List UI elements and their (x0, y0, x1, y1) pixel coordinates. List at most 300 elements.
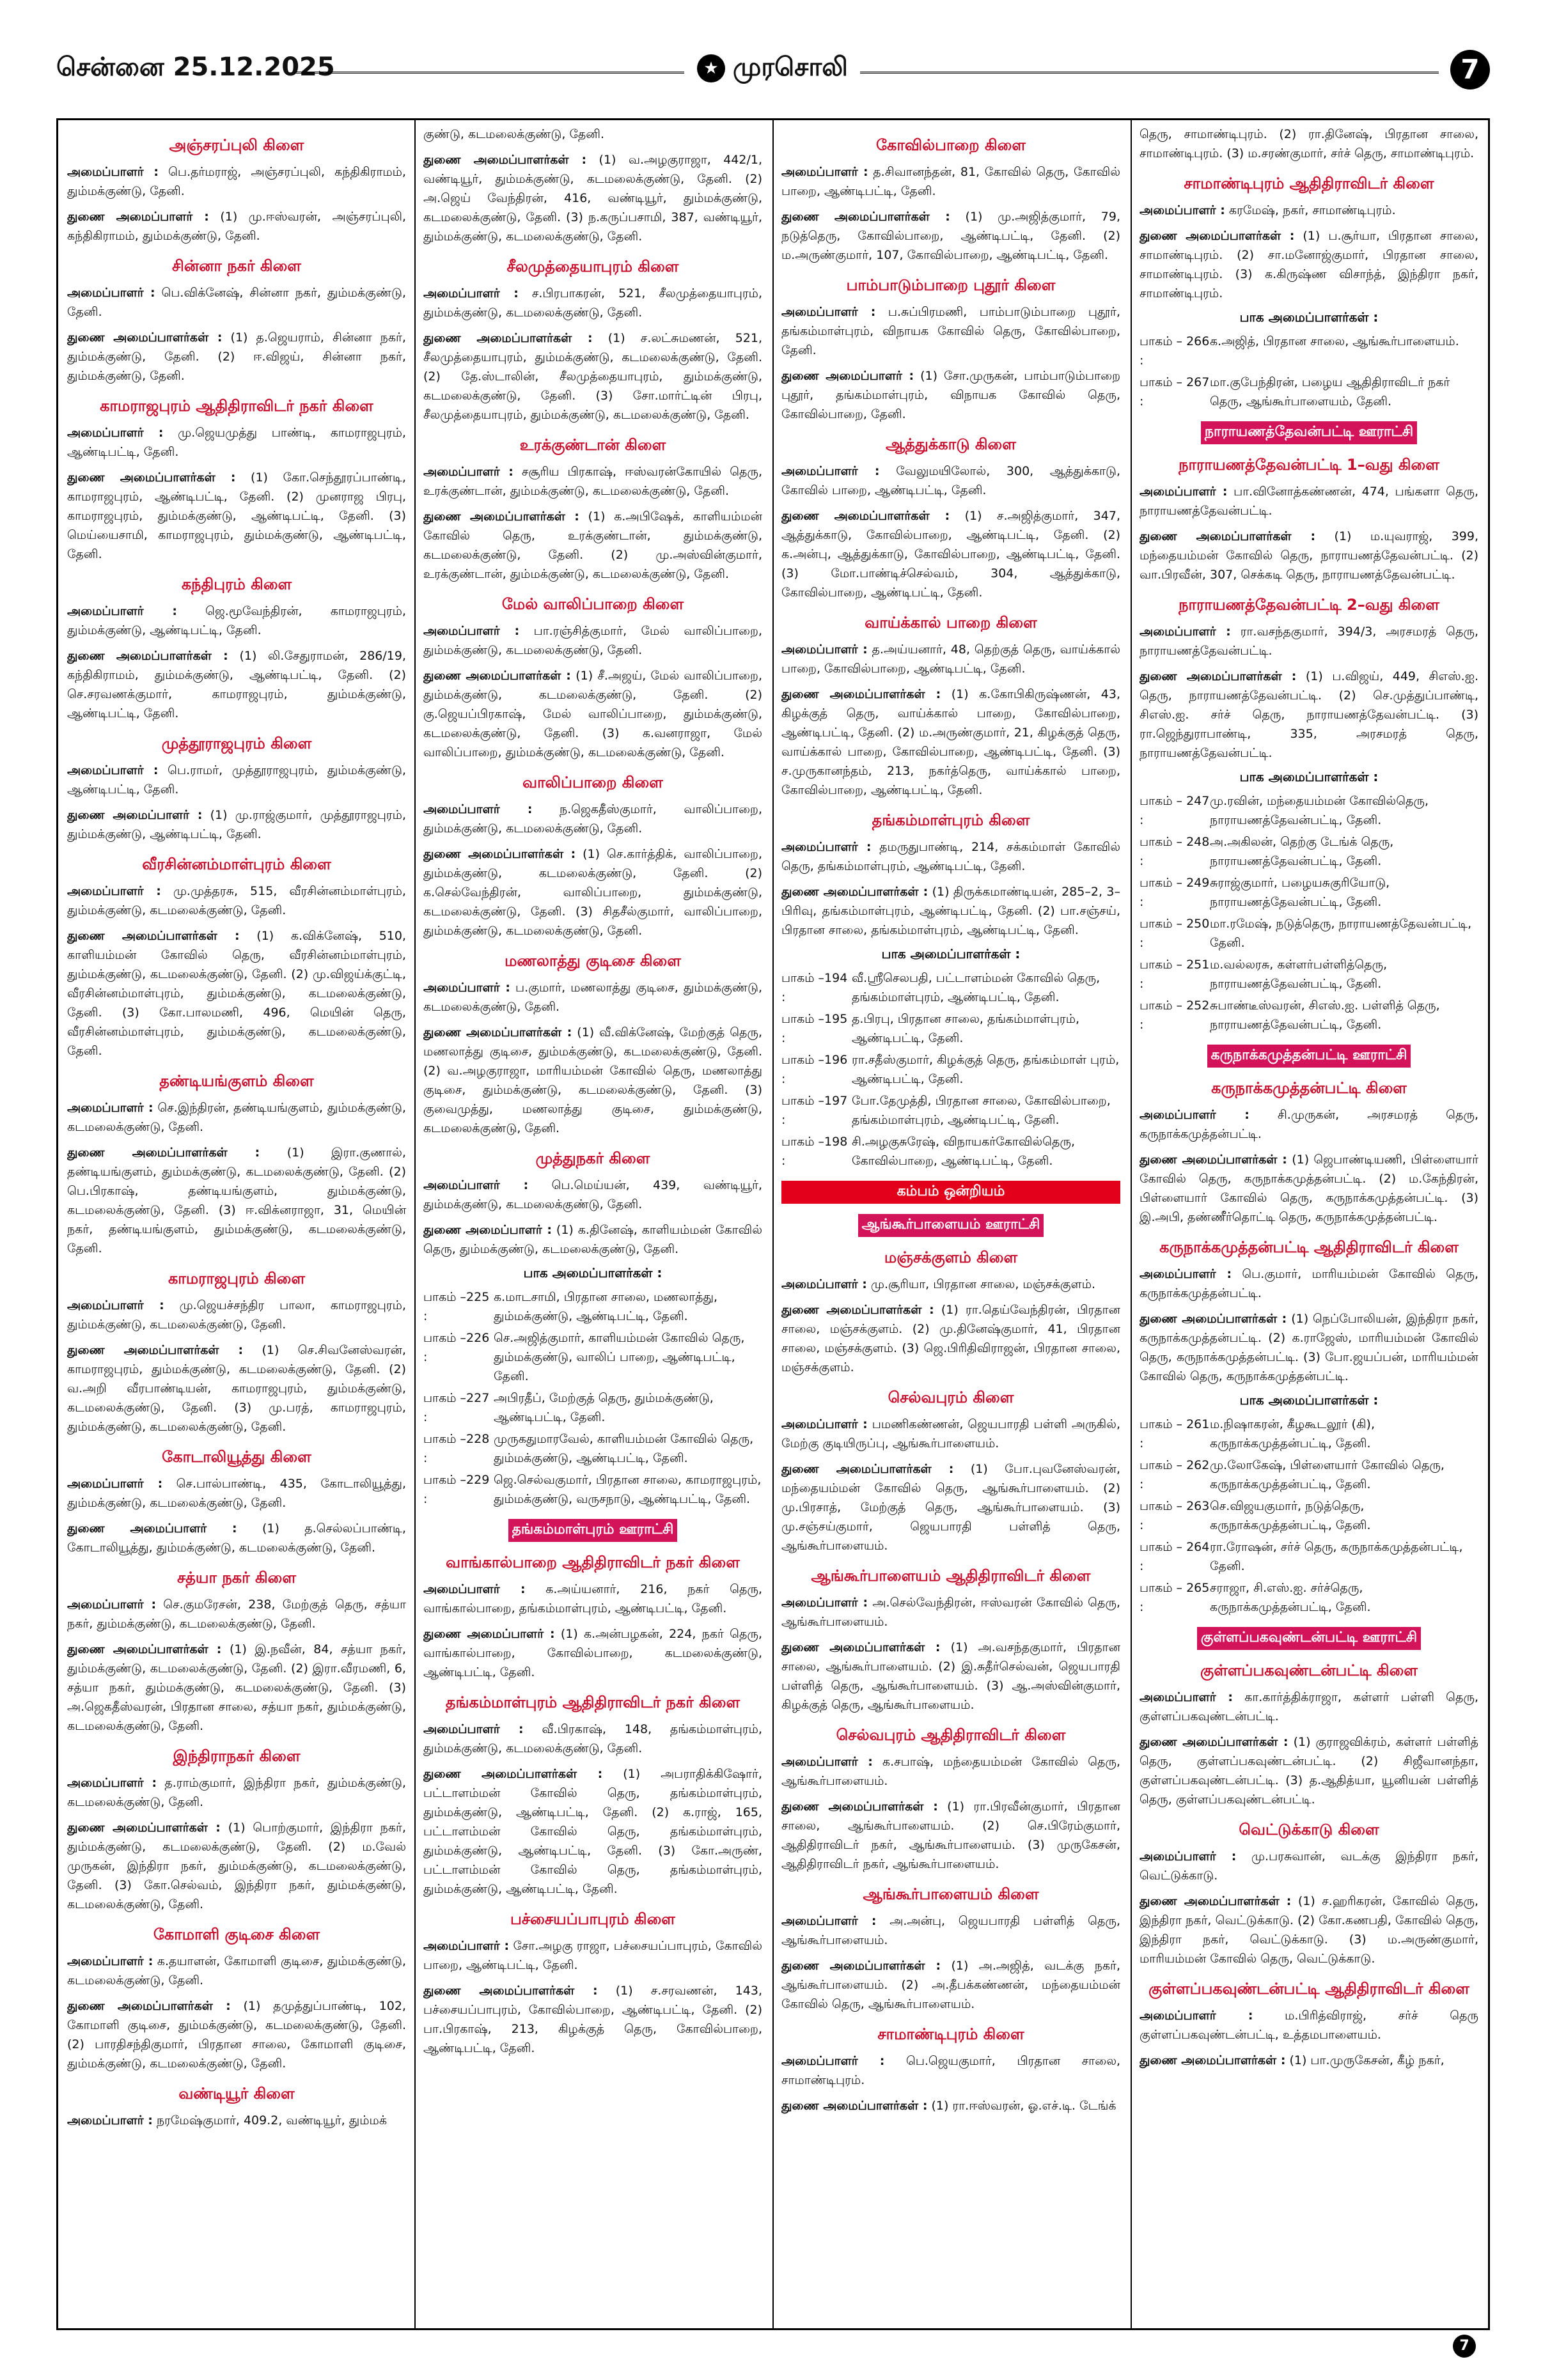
role-label: அமைப்பாளர் : (67, 604, 177, 618)
booth-organizer: செ.அஜித்குமார், காளியம்மன் கோவில் தெரு, தும்மக்குண்டு, வாலிப் பாறை, ஆண்டிபட்டி, தேனி. (494, 1331, 745, 1383)
member-entry (1140, 226, 1478, 303)
branch-heading: சாமாண்டிபுரம் ஆதிதிராவிடர் கிளை (1184, 175, 1434, 192)
role-label: துணை அமைப்பாளர் : (423, 1627, 555, 1641)
branch-heading: சாமாண்டிபுரம் கிளை (877, 2025, 1024, 2043)
member-details: (1) அபராதிக்கிஷோர், பட்டாளம்மன் கோவில் தெரு, தங்கம்மாள்புரம், தும்மக்குண்டு, ஆண்டிபட்டி, தேனி. (2) க.ராஜ், 165, பட்டாளம்மன் கோவில் தெரு, தங்கம்மாள்புரம், தும்மக்குண்டு, ஆண்டிபட்டி, தேனி. (3) கோ.அருண், பட்டாளம்மன் கோவில் தெரு, தங்கம்மாள்புரம், தும்மக்குண்டு, ஆண்டிபட்டி, தேனி. (423, 1767, 762, 1896)
booth-list (423, 1287, 762, 1509)
member-entry (423, 1936, 762, 1975)
member-details: மு.சூரியா, பிரதான சாலை, மஞ்சக்குளம். (870, 1277, 1096, 1291)
booth-row (1140, 332, 1478, 370)
branch-heading: கருநாக்கமுத்தன்பட்டி கிளை (1211, 1079, 1407, 1097)
role-label: அமைப்பாளர் : (423, 802, 533, 816)
branch-heading: குள்ளப்பகவுண்டன்பட்டி கிளை (1200, 1661, 1418, 1679)
booth-number: பாகம் –195 : (781, 1012, 848, 1045)
member-details: (1) க.அபிஷேக், காளியம்மன் கோவில் தெரு, உரக்குண்டான், தும்மக்குண்டு, கடமலைக்குண்டு, தேனி. (2) மு.அஸ்வின்குமார், உரக்குண்டான், தும்மக்குண்டு, கடமலைக்குண்டு, தேனி. (423, 509, 762, 581)
branch-heading: கோடாலியூத்து கிளை (162, 1448, 311, 1466)
role-label: அமைப்பாளர் : (67, 763, 159, 777)
member-entry (67, 2111, 406, 2130)
booth-number: பாகம் –229 : (423, 1473, 490, 1506)
member-details: பெ.குமார், மாரியம்மன் கோவில் தெரு, கருநாக்கமுத்தன்பட்டி. (1140, 1267, 1478, 1300)
member-details: (1) ரா.தெய்வேந்திரன், பிரதான சாலை, மஞ்சக்குளம். (2) மு.தினேஷ்குமார், 41, பிரதான சாலை, மஞ்சக்குளம். (3) ஜெ.பிரிதிவிராஜன், பிரதான சாலை, மஞ்சக்குளம். (781, 1303, 1120, 1374)
booth-organizer: அபிரதீப், மேற்குத் தெரு, தும்மக்குண்டு, ஆண்டிபட்டி, தேனி. (494, 1391, 714, 1424)
role-label: துணை அமைப்பாளர்கள் : (781, 885, 928, 899)
booth-row (781, 1132, 1120, 1171)
booth-organizer: க.மாடசாமி, பிரதான சாலை, மணலாத்து, தும்மக்குண்டு, ஆண்டிபட்டி, தேனி. (494, 1290, 718, 1323)
booth-organizer: மா.குபேந்திரன், பழைய ஆதிதிராவிடர் நகர் தெரு, ஆங்கூர்பாளையம், தேனி. (1210, 375, 1450, 408)
role-label: அமைப்பாளர் : (423, 465, 513, 479)
role-label: அமைப்பாளர் : (781, 464, 880, 478)
paper-logo (697, 52, 848, 85)
member-entry (67, 882, 406, 920)
booth-list (1140, 332, 1478, 411)
member-entry (67, 805, 406, 844)
role-label: அமைப்பாளர் : (423, 624, 520, 638)
booth-row (1140, 1497, 1478, 1535)
branch-heading: தங்கம்மாள்புரம் ஆதிதிராவிடர் நகர் கிளை (445, 1693, 740, 1711)
role-label: துணை அமைப்பாளர்கள் : (67, 929, 240, 943)
member-entry (1140, 2006, 1478, 2044)
role-label: துணை அமைப்பாளர்கள் : (781, 1959, 941, 1973)
branch-heading: பச்சையப்பாபுரம் கிளை (510, 1910, 675, 1928)
role-label: துணை அமைப்பாளர்கள் : (781, 1800, 938, 1814)
member-details: (1) லி.சேதுராமன், 286/19, கந்திகிராமம், தும்மக்குண்டு, ஆண்டிபட்டி, தேனி. (2) செ.சரவணக்குமார், காமராஜபுரம், தும்மக்குண்டு, ஆண்டிபட்டி, தேனி. (67, 649, 406, 720)
member-entry (423, 1220, 762, 1259)
role-label: அமைப்பாளர் : (423, 1178, 529, 1192)
member-entry (423, 666, 762, 762)
booth-row (1140, 832, 1478, 871)
member-entry (67, 1818, 406, 1914)
branch-heading: சின்னா நகர் கிளை (172, 257, 301, 275)
column-2 (423, 125, 762, 2324)
panchayat-band: கருநாக்கமுத்தன்பட்டி ஊராட்சி (1207, 1045, 1411, 1068)
member-details: (1) வீ.விக்னேஷ், மேற்குத் தெரு, மணலாத்து குடிசை, தும்மக்குண்டு, கடமலைக்குண்டு, தேனி. (2) வ.அழகுராஜா, மாரியம்மன் கோவில் தெரு, மணலாத்து குடிசை, தும்மக்குண்டு, கடமலைக்குண்டு, தேனி. (3) குவைமுத்து, மணலாத்து குடிசை, தும்மக்குண்டு, கடமலைக்குண்டு, தேனி. (423, 1025, 762, 1135)
paper-name: முரசொலி (733, 52, 848, 82)
role-label: அமைப்பாளர் : (67, 286, 155, 300)
role-label: அமைப்பாளர் : (781, 1596, 868, 1610)
member-entry (423, 462, 762, 501)
booth-number: பாகம் – 265 : (1140, 1581, 1210, 1614)
role-label: அமைப்பாளர் : (781, 1417, 868, 1431)
booth-row (781, 1091, 1120, 1130)
booth-organizer: ம.வல்லரசு, கள்ளர்பள்ளித்தெரு, நாராயணத்தேவன்பட்டி, தேனி. (1210, 958, 1388, 991)
member-details: த.ராம்குமார், இந்திரா நகர், தும்மக்குண்டு, கடமலைக்குண்டு, தேனி. (67, 1776, 406, 1809)
booth-row (423, 1470, 762, 1509)
role-label: துணை அமைப்பாளர் : (781, 369, 914, 383)
booth-row (1140, 1578, 1478, 1617)
member-details: சோ.அழகு ராஜா, பச்சையப்பாபுரம், கோவில் பாறை, ஆண்டிபட்டி, தேனி. (423, 1939, 762, 1972)
member-details: (1) ஜெபாண்டியணி, பிள்ளையார் கோவில் தெரு, கருநாக்கமுத்தன்பட்டி. (2) ம.கேந்திரன், பிள்ளையார் கோவில் தெரு, கருநாக்கமுத்தன்பட்டி. (3) இ.அபி, தண்ணீர்தொட்டி தெரு, கருநாக்கமுத்தன்பட்டி. (1140, 1153, 1478, 1224)
role-label: அமைப்பாளர் : (781, 305, 876, 319)
booth-organizer: ரா.சதீஸ்குமார், கிழக்குத் தெரு, தங்கம்மாள் புரம், ஆண்டிபட்டி, தேனி. (852, 1053, 1120, 1086)
member-details: பெ.விக்னேஷ், சின்னா நகர், தும்மக்குண்டு, தேனி. (67, 286, 406, 319)
booth-row (1140, 373, 1478, 411)
branch-heading: ஆங்கூர்பாளையம் கிளை (863, 1885, 1039, 1903)
role-label: துணை அமைப்பாளர்கள் : (781, 1462, 954, 1476)
member-details: வீ.பிரகாஷ், 148, தங்கம்மாள்புரம், தும்மக்குண்டு, கடமலைக்குண்டு, தேனி. (423, 1722, 762, 1755)
branch-heading: கோமாளி குடிசை கிளை (153, 1925, 320, 1943)
member-entry (1140, 125, 1478, 163)
role-label: அமைப்பாளர் : (423, 981, 510, 995)
member-details: (1) ச.ஹரிகரன், கோவில் தெரு, இந்திரா நகர், வெட்டுக்காடு. (2) கோ.கணபதி, கோவில் தெரு, இந்திரா நகர், வெட்டுக்காடு. (3) ம.அருண்குமார், மாரியம்மன் கோவில் தெரு, வெட்டுக்காடு. (1140, 1894, 1478, 1966)
branch-heading: நாராயணத்தேவன்பட்டி 2–வது கிளை (1179, 596, 1439, 614)
member-entry (1140, 667, 1478, 763)
member-entry (67, 162, 406, 201)
booth-number: பாகம் – 263 : (1140, 1499, 1210, 1532)
member-details: ரா.வசந்தகுமார், 394/3, அரசமரத் தெரு, நாராயணத்தேவன்பட்டி. (1140, 625, 1478, 658)
branch-heading: செல்வபுரம் ஆதிதிராவிடர் கிளை (836, 1726, 1066, 1744)
role-label: அமைப்பாளர் : (423, 1939, 510, 1953)
member-entry (423, 125, 762, 144)
member-details: சி.முருகன், அரசமரத் தெரு, கருநாக்கமுத்தன்பட்டி. (1140, 1108, 1478, 1141)
booth-row (1140, 1537, 1478, 1576)
column-4 (1140, 125, 1478, 2324)
role-label: துணை அமைப்பாளர்கள் : (781, 1640, 941, 1654)
member-details: நரமேஷ்குமார், 409.2, வண்டியூர், தும்மக் (156, 2113, 387, 2127)
branch-heading: உரக்குண்டான் கிளை (519, 436, 666, 454)
branch-heading: வெட்டுக்காடு கிளை (1239, 1821, 1379, 1839)
member-entry (423, 284, 762, 322)
member-details: (1) க.அன்பழகன், 224, நகர் தெரு, வாங்கால்பாறை, கோவில்பாறை, கடமலைக்குண்டு, ஆண்டிபட்டி, தேனி. (423, 1627, 762, 1679)
role-label: துணை அமைப்பாளர்கள் : (67, 1343, 244, 1357)
member-entry (423, 329, 762, 424)
member-details: அ.அன்பு, ஜெயபாரதி பள்ளித் தெரு, ஆங்கூர்பாளையம். (781, 1914, 1120, 1947)
role-label: அமைப்பாளர் : (1140, 1849, 1237, 1863)
booth-list (1140, 1415, 1478, 1617)
member-entry (781, 366, 1120, 424)
member-details: (1) நெப்போலியன், இந்திரா நகர், கருநாக்கமுத்தன்பட்டி. (2) க.ராஜேஸ், மாரியம்மன் கோவில் தெரு, கருநாக்கமுத்தன்பட்டி. (3) போ.ஜயப்பன், மாரியம்மன் கோவில் தெரு, கருநாக்கமுத்தன்பட்டி. (1140, 1312, 1478, 1383)
member-entry (781, 2051, 1120, 2090)
member-details: கரமேஷ், நகர், சாமாண்டிபுரம். (1228, 203, 1396, 217)
member-details: த.சிவானந்தன், 81, கோவில் தெரு, கோவில் பாறை, ஆண்டிபட்டி, தேனி. (781, 165, 1120, 198)
section-subheading: பாக அமைப்பாளர்கள் : (1239, 769, 1379, 784)
role-label: துணை அமைப்பாளர்கள் : (67, 1999, 231, 2013)
booth-number: பாகம் – 248 : (1140, 835, 1210, 868)
member-entry (1140, 1892, 1478, 1968)
member-details: (1) பொற்குமார், இந்திரா நகர், தும்மக்குண்டு, கடமலைக்குண்டு, தேனி. (2) ம.வேல் முருகன், இந்திரா நகர், தும்மக்குண்டு, கடமலைக்குண்டு, தேனி. (3) கோ.செல்வம், இந்திரா நகர், தும்மக்குண்டு, கடமலைக்குண்டு, தேனி. (67, 1821, 406, 1911)
role-label: அமைப்பாளர் : (67, 426, 164, 440)
booth-number: பாகம் – 251 : (1140, 958, 1210, 991)
booth-organizer: சராஜா, சி.எஸ்.ஐ. சர்ச்தெரு, கருநாக்கமுத்தன்பட்டி, தேனி. (1210, 1581, 1371, 1614)
branch-heading: இந்திராநகர் கிளை (173, 1747, 301, 1765)
member-details: (1) த.ஜெயராம், சின்னா நகர், தும்மக்குண்டு, தேனி. (2) ஈ.விஜய், சின்னா நகர், தும்மக்குண்டு, தேனி. (67, 331, 406, 383)
booth-row (423, 1328, 762, 1386)
booth-number: பாகம் – 247 : (1140, 794, 1210, 827)
booth-organizer: ஜெ.செல்வகுமார், பிரதான சாலை, காமராஜபுரம், தும்மக்குண்டு, வருசநாடு, ஆண்டிபட்டி, தேனி. (494, 1473, 762, 1506)
section-subheading: பாக அமைப்பாளர்கள் : (1239, 309, 1379, 325)
branch-heading: வாலிப்பாறை கிளை (522, 774, 663, 791)
member-entry (67, 1640, 406, 1736)
member-details: (1) ரா.பிரவீன்குமார், பிரதான சாலை, ஆங்கூர்பாளையம். (2) செ.பிரேம்குமார், ஆதிதிராவிடர் நகர், ஆங்கூர்பாளையம். (3) முருகேசன், ஆதிதிராவிடர் நகர், ஆங்கூர்பாளையம். (781, 1800, 1120, 1871)
section-subheading: பாக அமைப்பாளர்கள் : (523, 1265, 662, 1280)
booth-row (423, 1388, 762, 1427)
branch-heading: வாய்க்கால் பாறை கிளை (865, 614, 1037, 632)
member-details: ஜெ.மூவேந்திரன், காமராஜபுரம், தும்மக்குண்டு, ஆண்டிபட்டி, தேனி. (67, 604, 406, 637)
role-label: துணை அமைப்பாளர் : (67, 808, 203, 822)
booth-organizer: த.பிரபு, பிரதான சாலை, தங்கம்மாள்புரம், ஆண்டிபட்டி, தேனி. (852, 1012, 1080, 1045)
member-details: (1) த.செல்லப்பாண்டி, கோடாலியூத்து, தும்மக்குண்டு, கடமலைக்குண்டு, தேனி. (67, 1521, 406, 1555)
member-details: க.சபாஷ், மந்தையம்மன் கோவில் தெரு, ஆங்கூர்பாளையம். (781, 1755, 1120, 1788)
member-details: சசூரிய பிரகாஷ், ஈஸ்வரன்கோயில் தெரு, உரக்குண்டான், தும்மக்குண்டு, கடமலைக்குண்டு, தேனி. (423, 465, 762, 498)
member-details: (1) ரா.ஈஸ்வரன், ஓ.எச்.டி. டேங்க் (931, 2099, 1116, 2113)
member-entry (781, 882, 1120, 940)
member-details: (1) ப.சூர்யா, பிரதான சாலை, சாமாண்டிபுரம். (2) சா.மனோஜ்குமார், பிரதான சாலை, சாமாண்டிபுரம். (3) க.கிருஷ்ண விசாந்த், இந்திரா நகர், சாமாண்டிபுரம். (1140, 229, 1478, 300)
member-entry (67, 1474, 406, 1513)
member-entry (1140, 527, 1478, 584)
member-details: செ.பால்பாண்டி, 435, கோடாலியூத்து, தும்மக்குண்டு, கடமலைக்குண்டு, தேனி. (67, 1477, 406, 1510)
member-entry (781, 1459, 1120, 1555)
member-entry (423, 621, 762, 660)
member-entry (781, 162, 1120, 201)
member-entry (423, 1981, 762, 2058)
member-entry (423, 1720, 762, 1758)
masthead (0, 0, 1543, 128)
role-label: அமைப்பாளர் : (1140, 2009, 1253, 2023)
branch-heading: பாம்பாடும்பாறை புதூர் கிளை (846, 276, 1056, 294)
booth-organizer: வீ.ஸ்ரீசெலபதி, பட்டாளம்மன் கோவில் தெரு, தங்கம்மாள்புரம், ஆண்டிபட்டி, தேனி. (852, 971, 1100, 1004)
booth-number: பாகம் – 264 : (1140, 1540, 1210, 1573)
role-label: அமைப்பாளர் : (1140, 1108, 1249, 1122)
role-label: அமைப்பாளர் : (781, 1755, 873, 1769)
masthead-rule-left (294, 72, 684, 74)
member-entry (423, 1176, 762, 1214)
role-label: துணை அமைப்பாளர்கள் : (67, 1821, 221, 1835)
booth-organizer: சி.அழகுசுரேஷ், விநாயகர்கோவில்தெரு, கோவில்பாறை, ஆண்டிபட்டி, தேனி. (852, 1135, 1076, 1168)
panchayat-band: கம்பம் ஒன்றியம் (781, 1181, 1120, 1204)
member-entry (1140, 482, 1478, 520)
member-entry (423, 150, 762, 246)
member-entry (781, 1956, 1120, 2014)
booth-number: பாகம் –227 : (423, 1391, 490, 1424)
member-entry (781, 207, 1120, 265)
masthead-rule-right (860, 72, 1439, 74)
member-details: (1) சீ.அஜய், மேல் வாலிப்பாறை, தும்மக்குண்டு, கடமலைக்குண்டு, தேனி. (2) கு.ஜெயப்பிரகாஷ், மேல் வாலிப்பாறை, தும்மக்குண்டு, கடமலைக்குண்டு, தேனி. (3) க.வனராஜா, மேல் வாலிப்பாறை, தும்மக்குண்டு, கடமலைக்குண்டு, தேனி. (423, 669, 762, 759)
booth-organizer: க.அஜித், பிரதான சாலை, ஆங்கூர்பாளையம். (1210, 334, 1459, 348)
role-label: அமைப்பாளர் : (67, 1954, 153, 1968)
member-entry (781, 506, 1120, 602)
member-details: (1) வ.அழகுராஜா, 442/1, வண்டியூர், தும்மக்குண்டு, கடமலைக்குண்டு, தேனி. (2) அ.ஜெய் வேந்திரன், 416, வண்டியூர், தும்மக்குண்டு, கடமலைக்குண்டு, தேனி. (3) ந.கருப்பசாமி, 387, வண்டியூர், தும்மக்குண்டு, கடமலைக்குண்டு, தேனி. (423, 153, 762, 244)
member-details: (1) மு.ஈஸ்வரன், அஞ்சரப்புலி, கந்திகிராமம், தும்மக்குண்டு, தேனி. (67, 210, 406, 243)
member-entry (1140, 622, 1478, 660)
role-label: அமைப்பாளர் : (781, 1914, 877, 1928)
branch-heading: ஆங்கூர்பாளையம் ஆதிதிராவிடர் கிளை (811, 1567, 1091, 1585)
member-details: பெ.ஜெயகுமார், பிரதான சாலை, சாமாண்டிபுரம். (781, 2054, 1120, 2087)
branch-heading: முத்துநகர் கிளை (535, 1149, 650, 1167)
role-label: துணை அமைப்பாளர்கள் : (423, 1984, 598, 1998)
role-label: அமைப்பாளர் : (781, 2054, 885, 2068)
role-label: அமைப்பாளர் : (67, 884, 161, 898)
branch-heading: காமராஜபுரம் ஆதிதிராவிடர் நகர் கிளை (100, 397, 373, 415)
role-label: அமைப்பாளர் : (1140, 485, 1228, 499)
role-label: துணை அமைப்பாளர்கள் : (1140, 1312, 1287, 1326)
role-label: அமைப்பாளர் : (67, 1598, 157, 1612)
branch-heading: செல்வபுரம் கிளை (888, 1388, 1014, 1406)
role-label: துணை அமைப்பாளர்கள் : (781, 210, 950, 224)
member-entry (67, 1098, 406, 1137)
edition-date: சென்னை 25.12.2025 (56, 52, 335, 82)
booth-number: பாகம் –197 : (781, 1094, 848, 1127)
member-details: (1) க.தினேஷ், காளியம்மன் கோவில் தெரு, தும்மக்குண்டு, கடமலைக்குண்டு, தேனி. (423, 1223, 762, 1256)
booth-number: பாகம் – 249 : (1140, 876, 1210, 909)
member-entry (423, 1580, 762, 1618)
role-label: அமைப்பாளர் : (1140, 625, 1231, 639)
member-entry (781, 1638, 1120, 1715)
member-entry (781, 1752, 1120, 1791)
role-label: துணை அமைப்பாளர்கள் : (1140, 2053, 1286, 2067)
branch-heading: வீரசின்னம்மாள்புரம் கிளை (142, 855, 331, 873)
member-entry (67, 1519, 406, 1557)
member-entry (67, 646, 406, 723)
role-label: அமைப்பாளர் : (67, 2113, 153, 2127)
branch-heading: மேல் வாலிப்பாறை கிளை (501, 595, 684, 613)
role-label: துணை அமைப்பாளர்கள் : (781, 509, 950, 523)
role-label: துணை அமைப்பாளர்கள் : (781, 687, 941, 701)
member-details: (1) ம.யுவராஜ், 399, மந்தையம்மன் கோவில் தெரு, நாராயணத்தேவன்பட்டி. (2) வா.பிரவீன், 307, செக்கடி தெரு, நாராயணத்தேவன்பட்டி. (1140, 529, 1478, 582)
member-details: க.தயாளன், கோமாளி குடிசை, தும்மக்குண்டு, கடமலைக்குண்டு, தேனி. (67, 1954, 406, 1987)
member-entry (67, 1296, 406, 1334)
role-label: அமைப்பாளர் : (67, 165, 159, 179)
branch-heading: குள்ளப்பகவுண்டன்பட்டி ஆதிதிராவிடர் கிளை (1148, 1980, 1469, 1998)
member-details: தமருதுபாண்டி, 214, சக்கம்மாள் கோவில் தெரு, தங்கம்மாள்புரம், ஆண்டிபட்டி, தேனி. (781, 840, 1120, 873)
branch-heading: காமராஜபுரம் கிளை (168, 1270, 306, 1287)
member-details: பமணிகண்ணன், ஜெயபாரதி பள்ளி அருகில், மேற்கு குடியிருப்பு, ஆங்கூர்பாளையம். (781, 1417, 1120, 1451)
branch-heading: மணலாத்து குடிசை கிளை (505, 952, 681, 970)
member-entry (67, 1595, 406, 1633)
role-label: துணை அமைப்பாளர்கள் : (781, 1303, 934, 1317)
member-details: ப.சுப்பிரமணி, பாம்பாடும்பாறை புதூர், தங்கம்மாள்புரம், விநாயக கோவில் தெரு, கோவில்பாறை, தேனி. (781, 305, 1120, 357)
role-label: துணை அமைப்பாளர் : (67, 210, 209, 224)
role-label: துணை அமைப்பாளர்கள் : (423, 1767, 603, 1781)
booth-organizer: மா.ரமேஷ், நடுத்தெரு, நாராயணத்தேவன்பட்டி, தேனி. (1210, 917, 1472, 950)
column-3 (781, 125, 1120, 2324)
booth-organizer: மு.லோகேஷ், பிள்ளையார் கோவில் தெரு, கருநாக்கமுத்தன்பட்டி, தேனி. (1210, 1458, 1445, 1491)
branch-heading: கருநாக்கமுத்தன்பட்டி ஆதிதிராவிடர் கிளை (1159, 1238, 1459, 1256)
member-details: ச.பிரபாகரன், 521, சீலமுத்தையாபுரம், தும்மக்குண்டு, கடமலைக்குண்டு, தேனி. (423, 286, 762, 320)
booth-number: பாகம் –194 : (781, 971, 848, 1004)
footer-page-number: 7 (1453, 2335, 1476, 2358)
member-details: (1) பா.முருகேசன், கீழ் நகர், (1289, 2053, 1445, 2067)
member-entry (67, 423, 406, 462)
member-entry (781, 462, 1120, 500)
booth-row (781, 1050, 1120, 1089)
role-label: துணை அமைப்பாளர்கள் : (1140, 669, 1297, 683)
page-number-badge: 7 (1450, 50, 1490, 89)
column-1 (67, 125, 406, 2324)
member-details: பெ.மெய்யன், 439, வண்டியூர், தும்மக்குண்டு, கடமலைக்குண்டு, தேனி. (423, 1178, 762, 1211)
member-details: (1) போ.புவனேஸ்வரன், மந்தையம்மன் கோவில் தெரு, ஆங்கூர்பாளையம். (2) மு.பிரசாத், மேற்குத் தெரு, ஆங்கூர்பாளையம். (3) மு.சஞ்சய்குமார், ஜெயபாரதி பள்ளித் தெரு, ஆங்கூர்பாளையம். (781, 1462, 1120, 1553)
member-entry (1140, 1847, 1478, 1885)
booth-row (1140, 996, 1478, 1034)
member-details: தெரு, சாமாண்டிபுரம். (2) ரா.தினேஷ், பிரதான சாலை, சாமாண்டிபுரம். (3) ம.சரண்குமார், சர்ச் தெரு, சாமாண்டிபுரம். (1140, 127, 1478, 160)
role-label: துணை அமைப்பாளர்கள் : (67, 471, 236, 485)
member-entry (67, 1773, 406, 1812)
panchayat-band: ஆங்கூர்பாளையம் ஊராட்சி (858, 1214, 1044, 1237)
role-label: துணை அமைப்பாளர்கள் : (423, 669, 571, 683)
branch-heading: கந்திபுரம் கிளை (181, 575, 292, 593)
member-details: (1) அ.அஜித், வடக்கு நகர், ஆங்கூர்பாளையம். (2) அ.தீபக்கண்ணன், மந்தையம்மன் கோவில் தெரு, ஆங்கூர்பாளையம். (781, 1959, 1120, 2011)
member-details: (1) சோ.முருகன், பாம்பாடும்பாறை புதூர், தங்கம்மாள்புரம், விநாயக கோவில் தெரு, கோவில்பாறை, தேனி. (781, 369, 1120, 421)
booth-number: பாகம் – 262 : (1140, 1458, 1210, 1491)
booth-row (1140, 1415, 1478, 1453)
member-entry (1140, 1688, 1478, 1726)
column-rule (414, 118, 416, 2330)
member-details: ம.பிரித்விராஜ், சர்ச் தெரு குள்ளப்பகவுண்டன்பட்டி, உத்தமபாளையம். (1140, 2009, 1478, 2042)
member-entry (1140, 2051, 1478, 2070)
role-label: துணை அமைப்பாளர்கள் : (423, 153, 587, 167)
booth-row (1140, 873, 1478, 912)
member-details: செ.குமரேசன், 238, மேற்குத் தெரு, சத்யா நகர், தும்மக்குண்டு, கடமலைக்குண்டு, தேனி. (67, 1598, 406, 1631)
member-entry (67, 602, 406, 640)
member-entry (423, 844, 762, 940)
booth-organizer: சுராஜ்குமார், பழையசுகுரியோடு, நாராயணத்தேவன்பட்டி, தேனி. (1210, 876, 1390, 909)
member-details: (1) க.விக்னேஷ், 510, காளியம்மன் கோவில் தெரு, வீரசின்னம்மாள்புரம், தும்மக்குண்டு, கடமலைக்குண்டு, தேனி. (2) மு.விஜய்க்குட்டி, வீரசின்னம்மாள்புரம், தும்மக்குண்டு, கடமலைக்குண்டு, தேனி. (3) கோ.பாலமணி, 496, மெயின் தெரு, வீரசின்னம்மாள்புரம், தும்மக்குண்டு, கடமலைக்குண்டு, தேனி. (67, 929, 406, 1058)
member-entry (67, 328, 406, 385)
role-label: அமைப்பாளர் : (67, 1477, 163, 1491)
member-entry (1140, 1264, 1478, 1303)
member-details: (1) இரா.குணால், தண்டியங்குளம், தும்மக்குண்டு, கடமலைக்குண்டு, தேனி. (2) பெ.பிரகாஷ், தண்டியங்குளம், தும்மக்குண்டு, கடமலைக்குண்டு, தேனி. (3) ஈ.விக்னராஜா, 31, மெயின் நகர், தண்டியங்குளம், தும்மக்குண்டு, கடமலைக்குண்டு, தேனி. (67, 1146, 406, 1256)
member-details: அ.செல்வேந்திரன், ஈஸ்வரன் கோவில் தெரு, ஆங்கூர்பாளையம். (781, 1596, 1120, 1629)
member-details: (1) ச.லட்சுமணன், 521, சீலமுத்தையாபுரம், தும்மக்குண்டு, கடமலைக்குண்டு, தேனி. (2) தே.ஸ்டாலின், சீலமுத்தையாபுரம், தும்மக்குண்டு, கடமலைக்குண்டு, தேனி. (3) சோ.மார்ட்டின் பிரபு, சீலமுத்தையாபுரம், தும்மக்குண்டு, கடமலைக்குண்டு, தேனி. (423, 331, 762, 422)
member-entry (781, 640, 1120, 678)
branch-heading: சீலமுத்தையாபுரம் கிளை (506, 258, 679, 276)
member-entry (781, 2096, 1120, 2115)
member-details: (1) மு.ராஜ்குமார், முத்தூராஜபுரம், தும்மக்குண்டு, ஆண்டிபட்டி, தேனி. (67, 808, 406, 841)
booth-number: பாகம் – 267 : (1140, 375, 1210, 408)
member-entry (67, 1341, 406, 1436)
role-label: துணை அமைப்பாளர்கள் : (67, 1146, 260, 1160)
role-label: அமைப்பாளர் : (781, 642, 868, 657)
member-entry (67, 1143, 406, 1258)
role-label: அமைப்பாளர் : (423, 1722, 524, 1736)
section-subheading: பாக அமைப்பாளர்கள் : (881, 946, 1021, 961)
role-label: அமைப்பாளர் : (781, 165, 868, 179)
paper-emblem-icon: ★ (697, 54, 725, 82)
member-entry (423, 1764, 762, 1899)
member-entry (423, 507, 762, 584)
member-details: பெ.ராமர், முத்தூராஜபுரம், தும்மக்குண்டு, ஆண்டிபட்டி, தேனி. (67, 763, 406, 797)
booth-organizer: போ.தேமுத்தி, பிரதான சாலை, கோவில்பாறை, தங்கம்மாள்புரம், ஆண்டிபட்டி, தேனி. (852, 1094, 1111, 1127)
member-details: (1) அ.வசந்தகுமார், பிரதான சாலை, ஆங்கூர்பாளையம். (2) இ.சுதீர்செல்வன், ஜெயபாரதி பள்ளித் தெரு, ஆங்கூர்பாளையம். (3) ஆ.அஸ்வின்குமார், கிழக்குத் தெரு, ஆங்கூர்பாளையம். (781, 1640, 1120, 1712)
member-details: குண்டு, கடமலைக்குண்டு, தேனி. (423, 127, 605, 141)
member-details: பா.வினோத்கண்ணன், 474, பங்களா தெரு, நாராயணத்தேவன்பட்டி. (1140, 485, 1478, 518)
member-entry (423, 1023, 762, 1138)
member-entry (1140, 1732, 1478, 1809)
booth-row (1140, 1456, 1478, 1494)
member-entry (67, 1952, 406, 1990)
member-entry (1140, 201, 1478, 220)
role-label: அமைப்பாளர் : (67, 1298, 164, 1312)
member-details: (1) க.கோபிகிருஷ்ணன், 43, கிழக்குத் தெரு, வாய்க்கால் பாறை, கோவில்பாறை, ஆண்டிபட்டி, தேனி. (2) ம.அருண்குமார், 21, கிழக்குத் தெரு, வாய்க்கால் பாறை, கோவில்பாறை, ஆண்டிபட்டி, தேனி. (3) ச.முருகானந்தம், 213, நகர்த்தெரு, வாய்க்கால் பாறை, கோவில்பாறை, ஆண்டிபட்டி, தேனி. (781, 687, 1120, 797)
branch-heading: கோவில்பாறை கிளை (876, 136, 1026, 154)
member-details: (1) குராஜவிக்ரம், கள்ளர் பள்ளித் தெரு, குள்ளப்பகவுண்டன்பட்டி. (2) சிஜீவானந்தா, குள்ளப்பகவுண்டன்பட்டி. (3) த.ஆதித்யா, யூனியன் பள்ளித் தெரு, குள்ளப்பகவுண்டன்பட்டி. (1140, 1735, 1478, 1807)
booth-number: பாகம் –228 : (423, 1432, 490, 1465)
booth-row (1140, 791, 1478, 830)
branch-heading: தண்டியங்குளம் கிளை (159, 1072, 314, 1090)
column-rule (1131, 118, 1132, 2330)
member-details: (1) ப.விஜய், 449, சிஎஸ்.ஐ. தெரு, நாராயணத்தேவன்பட்டி. (2) செ.முத்துப்பாண்டி, சிஎஸ்.ஐ. சர்ச் தெரு, நாராயணத்தேவன்பட்டி. (3) ரா.ஜெந்துராபாண்டி, 335, அரசமரத் தெரு, நாராயணத்தேவன்பட்டி. (1140, 669, 1478, 760)
branch-heading: வாங்கால்பாறை ஆதிதிராவிடர் நகர் கிளை (446, 1553, 740, 1571)
member-details: (1) கோ.செந்தூரப்பாண்டி, காமராஜபுரம், ஆண்டிபட்டி, தேனி. (2) முனராஜ பிரபு, காமராஜபுரம், தும்மக்குண்டு, ஆண்டிபட்டி, தேனி. (3) மெய்யைசாமி, காமராஜபுரம், தும்மக்குண்டு, ஆண்டிபட்டி, தேனி. (67, 471, 406, 561)
member-entry (781, 1911, 1120, 1950)
member-details: (1) ச.அஜித்குமார், 347, ஆத்துக்காடு, கோவில்பாறை, ஆண்டிபட்டி, தேனி. (2) க.அன்பு, ஆத்துக்காடு, கோவில்பாறை, ஆண்டிபட்டி, தேனி. (3) மோ.பாண்டிச்செல்வம், 304, ஆத்துக்காடு, கோவில்பாறை, ஆண்டிபட்டி, தேனி. (781, 509, 1120, 600)
booth-organizer: ரா.ரோஷன், சர்ச் தெரு, கருநாக்கமுத்தன்பட்டி, தேனி. (1210, 1540, 1463, 1573)
member-entry (1140, 1150, 1478, 1227)
branch-heading: முத்தூராஜபுரம் கிளை (161, 735, 312, 752)
booth-list (781, 968, 1120, 1171)
booth-row (781, 1009, 1120, 1048)
member-entry (67, 926, 406, 1061)
booth-organizer: முருகதுமாரவேல், காளியம்மன் கோவில் தெரு, தும்மக்குண்டு, ஆண்டிபட்டி, தேனி. (494, 1432, 754, 1465)
column-rule (772, 118, 774, 2330)
